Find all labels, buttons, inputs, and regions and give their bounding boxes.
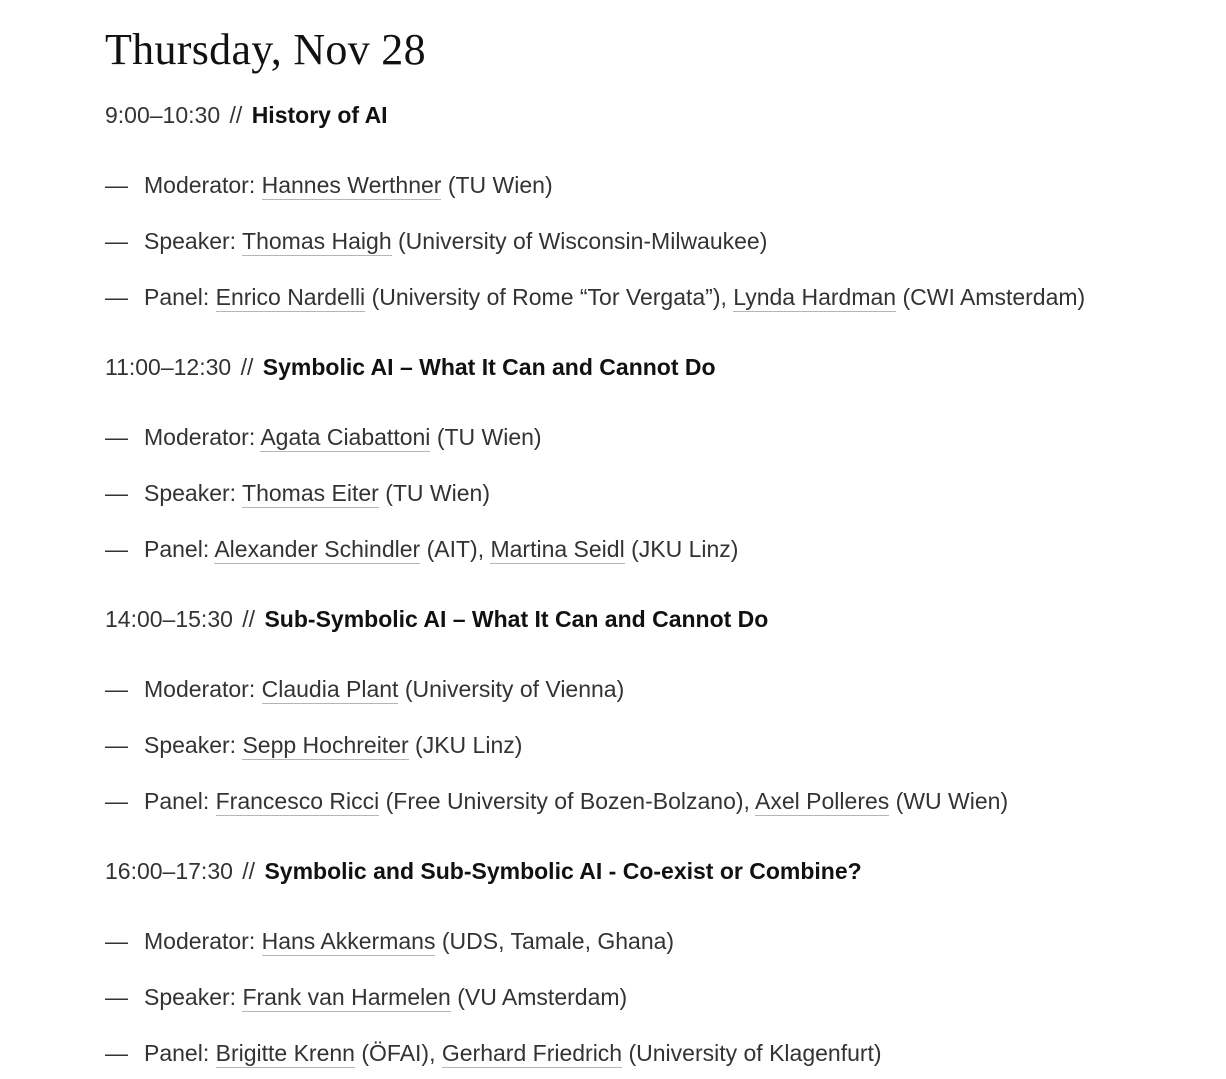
list-item <box>105 422 1205 452</box>
affiliation: (University of Wisconsin-Milwaukee) <box>398 228 768 254</box>
affiliation: (ÖFAI) <box>361 1040 430 1066</box>
role-label: Speaker: <box>144 984 237 1010</box>
person-link[interactable]: Martina Seidl <box>490 536 625 562</box>
dash-bullet: — <box>105 732 128 758</box>
session-time: 16:00–17:30 <box>105 858 233 884</box>
list-item-text <box>144 674 624 704</box>
role-label: Panel: <box>144 788 210 814</box>
session-time: 14:00–15:30 <box>105 606 233 632</box>
list-item <box>105 1038 1205 1068</box>
person-link[interactable]: Thomas Haigh <box>242 228 392 254</box>
list-item-text <box>144 982 627 1012</box>
dash-bullet: — <box>105 928 128 954</box>
list-item <box>105 226 1205 256</box>
affiliation: (JKU Linz) <box>415 732 523 758</box>
person-link[interactable]: Frank van Harmelen <box>242 984 451 1010</box>
session-separator: // <box>229 102 243 128</box>
list-item <box>105 478 1205 508</box>
list-item-text <box>144 926 674 956</box>
session-block <box>105 352 1205 562</box>
list-item-text <box>144 226 767 256</box>
person-link[interactable]: Claudia Plant <box>261 676 399 702</box>
session-separator: // <box>242 606 256 632</box>
session-header <box>105 352 1205 382</box>
role-label: Speaker: <box>144 228 237 254</box>
person-link[interactable]: Brigitte Krenn <box>215 1040 355 1066</box>
session-separator: // <box>242 858 256 884</box>
list-item <box>105 982 1205 1012</box>
person-link[interactable]: Alexander Schindler <box>214 536 421 562</box>
session-header <box>105 856 1205 886</box>
role-label: Panel: <box>144 284 210 310</box>
role-label: Moderator: <box>144 676 256 702</box>
affiliation: (TU Wien) <box>385 480 490 506</box>
session-header <box>105 604 1205 634</box>
list-item-text <box>144 170 553 200</box>
session-block <box>105 100 1205 310</box>
separator-comma: , <box>429 1040 436 1066</box>
person-link[interactable]: Axel Polleres <box>755 788 890 814</box>
person-link[interactable]: Hans Akkermans <box>261 928 436 954</box>
person-link[interactable]: Thomas Eiter <box>242 480 379 506</box>
day-title: Thursday, Nov 28 <box>105 25 426 74</box>
dash-bullet: — <box>105 228 128 254</box>
session-time: 9:00–10:30 <box>105 102 221 128</box>
list-item <box>105 534 1205 564</box>
dash-bullet: — <box>105 536 128 562</box>
affiliation: (Free University of Bozen-Bolzano) <box>385 788 744 814</box>
affiliation: (TU Wien) <box>436 424 542 450</box>
session-block <box>105 856 1205 1066</box>
list-item-text <box>144 282 1085 312</box>
separator-comma: , <box>720 284 727 310</box>
role-label: Speaker: <box>144 732 237 758</box>
separator-comma: , <box>743 788 750 814</box>
affiliation: (UDS, Tamale, Ghana) <box>441 928 675 954</box>
list-item <box>105 926 1205 956</box>
affiliation: (JKU Linz) <box>631 536 739 562</box>
list-item-text <box>144 1038 882 1068</box>
dash-bullet: — <box>105 284 128 310</box>
affiliation: (University of Vienna) <box>404 676 625 702</box>
role-label: Speaker: <box>144 480 237 506</box>
list-item <box>105 674 1205 704</box>
role-label: Moderator: <box>144 424 256 450</box>
dash-bullet: — <box>105 788 128 814</box>
session-time: 11:00–12:30 <box>105 354 232 380</box>
person-link[interactable]: Sepp Hochreiter <box>242 732 409 758</box>
role-label: Panel: <box>144 1040 210 1066</box>
dash-bullet: — <box>105 480 128 506</box>
role-label: Moderator: <box>144 928 256 954</box>
list-item-text <box>144 534 738 564</box>
affiliation: (VU Amsterdam) <box>457 984 628 1010</box>
list-item <box>105 282 1205 312</box>
person-link[interactable]: Gerhard Friedrich <box>441 1040 623 1066</box>
session-title: Sub-Symbolic AI – What It Can and Cannot Do <box>264 606 769 632</box>
dash-bullet: — <box>105 172 128 198</box>
person-link[interactable]: Lynda Hardman <box>733 284 897 310</box>
affiliation: (WU Wien) <box>895 788 1009 814</box>
session-title: Symbolic and Sub-Symbolic AI - Co-exist or Combine? <box>264 858 862 884</box>
list-item <box>105 170 1205 200</box>
affiliation: (AIT) <box>426 536 478 562</box>
affiliation: (TU Wien) <box>447 172 553 198</box>
session-header <box>105 100 1205 130</box>
role-label: Moderator: <box>144 172 256 198</box>
person-link[interactable]: Enrico Nardelli <box>215 284 366 310</box>
session-separator: // <box>240 354 254 380</box>
list-item <box>105 730 1205 760</box>
role-label: Panel: <box>144 536 210 562</box>
list-item-text <box>144 422 542 452</box>
dash-bullet: — <box>105 676 128 702</box>
session-title: History of AI <box>251 102 388 128</box>
person-link[interactable]: Agata Ciabattoni <box>260 424 431 450</box>
list-item-text <box>144 730 522 760</box>
dash-bullet: — <box>105 1040 128 1066</box>
person-link[interactable]: Francesco Ricci <box>215 788 380 814</box>
dash-bullet: — <box>105 424 128 450</box>
separator-comma: , <box>477 536 485 562</box>
list-item <box>105 786 1205 816</box>
dash-bullet: — <box>105 984 128 1010</box>
list-item-text <box>144 786 1008 816</box>
affiliation: (CWI Amsterdam) <box>902 284 1086 310</box>
session-block <box>105 604 1205 814</box>
person-link[interactable]: Hannes Werthner <box>261 172 442 198</box>
affiliation: (University of Rome “Tor Vergata”) <box>371 284 721 310</box>
list-item-text <box>144 478 490 508</box>
affiliation: (University of Klagenfurt) <box>628 1040 882 1066</box>
session-title: Symbolic AI – What It Can and Cannot Do <box>262 354 716 380</box>
